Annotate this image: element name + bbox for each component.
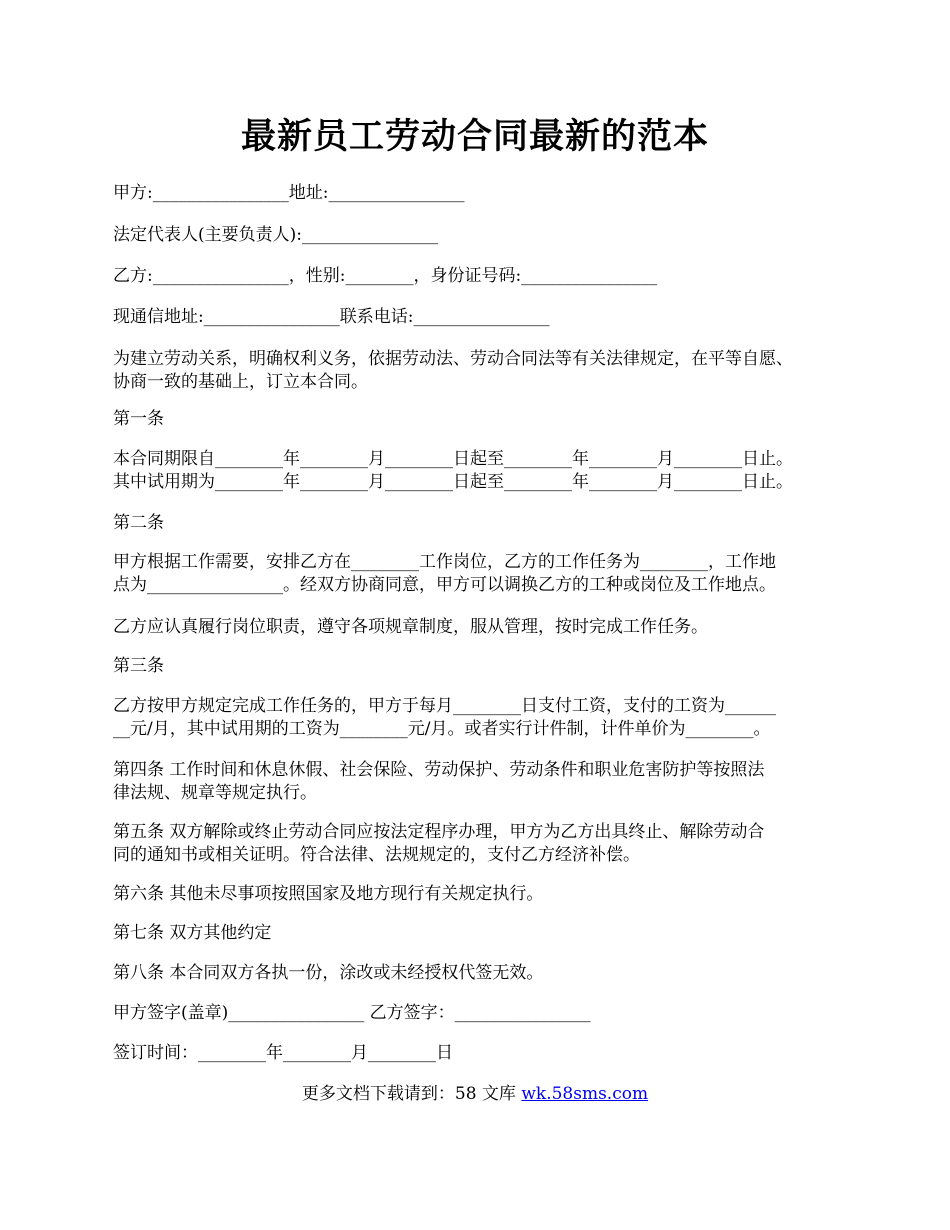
- footer-link[interactable]: wk.58sms.com: [521, 1084, 649, 1104]
- article-1-term-line: 本合同期限自________年________月________日起至________年________月________日止。: [113, 449, 793, 469]
- party-a-line: 甲方:________________地址:________________: [113, 183, 465, 203]
- article-5-line-2: 同的通知书或相关证明。符合法律、法规规定的，支付乙方经济补偿。: [113, 845, 640, 865]
- article-6-line: 第六条 其他未尽事项按照国家及地方现行有关规定执行。: [113, 884, 544, 904]
- article-4-line-1: 第四条 工作时间和休息休假、社会保险、劳动保护、劳动条件和职业危害防护等按照法: [113, 760, 765, 780]
- legal-representative-line: 法定代表人(主要负责人):________________: [113, 225, 438, 245]
- article-2-line-2: 点为________________。经双方协商同意，甲方可以调换乙方的工种或岗位及工作地点。: [113, 575, 776, 595]
- article-3-heading: 第三条: [113, 656, 164, 676]
- article-2-line-1: 甲方根据工作需要，安排乙方在________工作岗位，乙方的工作任务为________，工作地: [113, 552, 776, 572]
- signature-line: 甲方签字(盖章)________________ 乙方签字：________________: [113, 1003, 591, 1023]
- preamble-line-2: 协商一致的基础上，订立本合同。: [113, 372, 368, 392]
- article-5-line-1: 第五条 双方解除或终止劳动合同应按法定程序办理，甲方为乙方出具终止、解除劳动合: [113, 822, 765, 842]
- article-8-line: 第八条 本合同双方各执一份，涂改或未经授权代签无效。: [113, 963, 544, 983]
- article-3-line-2: __元/月，其中试用期的工资为________元/月。或者实行计件制，计件单价为________。: [113, 719, 771, 739]
- signing-date-line: 签订时间：________年________月________日: [113, 1043, 453, 1063]
- article-7-line: 第七条 双方其他约定: [113, 923, 272, 943]
- article-4-line-2: 律法规、规章等规定执行。: [113, 783, 317, 803]
- preamble-line-1: 为建立劳动关系，明确权利义务，依据劳动法、劳动合同法等有关法律规定，在平等自愿、: [113, 349, 793, 369]
- party-b-line: 乙方:________________，性别:________，身份证号码:________________: [113, 266, 658, 286]
- article-2-heading: 第二条: [113, 513, 164, 533]
- footer-text: 更多文档下载请到：58 文库: [301, 1084, 522, 1104]
- article-2-duties-line: 乙方应认真履行岗位职责，遵守各项规章制度，服从管理，按时完成工作任务。: [113, 617, 708, 637]
- article-3-line-1: 乙方按甲方规定完成工作任务的，甲方于每月________日支付工资，支付的工资为______: [113, 696, 776, 716]
- document-title: 最新员工劳动合同最新的范本: [240, 116, 709, 157]
- article-1-probation-line: 其中试用期为________年________月________日起至________年________月________日止。: [113, 472, 793, 492]
- article-1-heading: 第一条: [113, 409, 164, 429]
- address-phone-line: 现通信地址:________________联系电话:________________: [113, 307, 550, 327]
- footer: [0, 1082, 950, 1106]
